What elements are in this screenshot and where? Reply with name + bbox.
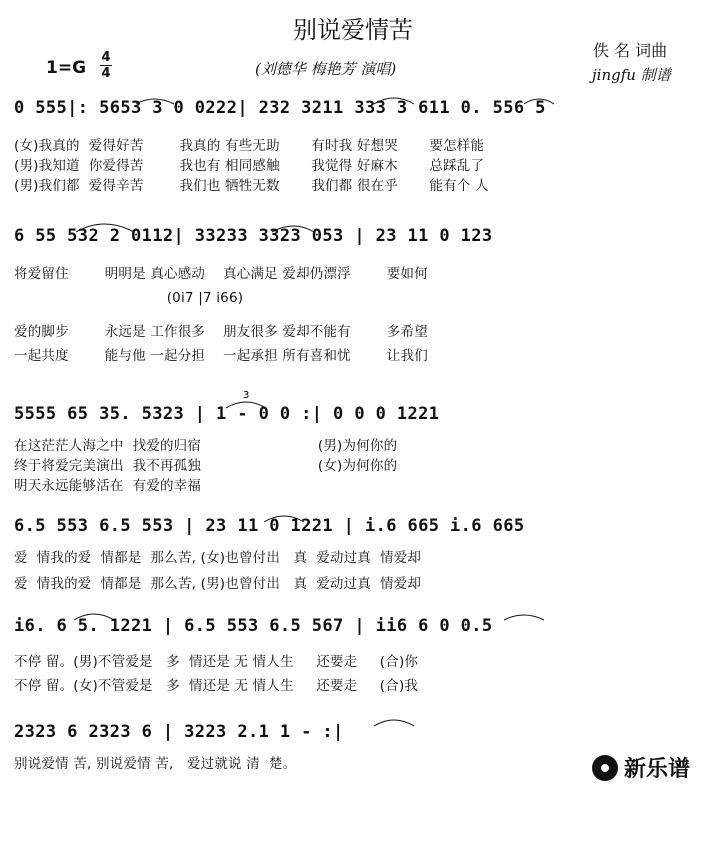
lyric-line: 不停 留。(女)不管爱是 多 情还是 无 情人生 还要走 (合)我 <box>14 678 419 694</box>
notation-line: 2323 6 2323 6 | 3223 2.1 1 - :| <box>14 722 344 742</box>
lyric-line: 将爱留住 明明是 真心感动 真心满足 爱却仍漂浮 要如何 <box>14 266 428 282</box>
lyric-line: (男)我们都 爱得辛苦 我们也 牺牲无数 我们都 很在乎 能有个 人 <box>14 178 489 194</box>
credit-arranger: jingfu 制谱 <box>592 66 671 84</box>
score-system-3 <box>14 390 694 534</box>
meter-top: 4 <box>101 50 111 65</box>
performers: (刘德华 梅艳芳 演唱) <box>255 60 397 78</box>
lyric-line: 爱 情我的爱 情都是 那么苦, (男)也曾付出 真 爱动过真 情爱却 <box>14 576 422 592</box>
key-signature: 1=G <box>46 58 87 78</box>
meter-bottom: 4 <box>101 66 111 81</box>
score-system-2 <box>14 226 694 364</box>
score-system-1 <box>14 98 694 228</box>
site-logo <box>592 752 690 783</box>
notation-line: 0 555|: 5653 3 0 0222| 232 3211 333 3 611 0. 556 5 <box>14 98 546 118</box>
lyric-line: 一起共度 能与他 一起分担 一起承担 所有喜和忧 让我们 <box>14 348 428 364</box>
logo-text: 新乐谱 <box>623 757 690 782</box>
lyric-line: (0i7 |7 i66) <box>14 290 244 306</box>
lyric-line: 不停 留。(男)不管爱是 多 情还是 无 情人生 还要走 (合)你 <box>14 654 419 670</box>
lyric-line: (女)我真的 爱得好苦 我真的 有些无助 有时我 好想哭 要怎样能 <box>14 138 485 154</box>
lyric-line: 明天永远能够活在 有爱的幸福 <box>14 478 202 494</box>
lyric-line: 爱的脚步 永远是 工作很多 朋友很多 爱却不能有 多希望 <box>14 324 428 340</box>
notation-line: 5555 65 35. 5323 | 1 - 0 0 :| 0 0 0 1221 <box>14 404 440 424</box>
score-system-6 <box>14 722 694 852</box>
record-disc-icon <box>592 755 618 781</box>
lyric-line: 爱 情我的爱 情都是 那么苦, (女)也曾付出 真 爱动过真 情爱却 <box>14 550 422 566</box>
lyric-line: 别说爱情 苦, 别说爱情 苦, 爱过就说 清 楚。 <box>14 756 297 772</box>
song-title: 别说爱情苦 <box>293 16 413 44</box>
notation-line: 6 55 532 2 0112| 33233 3323 053 | 23 11 0 123 <box>14 226 493 246</box>
lyric-line: 在这茫茫人海之中 找爱的归宿 (男)为何你的 <box>14 438 398 454</box>
time-signature <box>100 50 112 81</box>
lyric-line: 终于将爱完美演出 我不再孤独 (女)为何你的 <box>14 458 398 474</box>
lyric-line: (男)我知道 你爱得苦 我也有 相同感触 我觉得 好麻木 总踩乱了 <box>14 158 485 174</box>
credit-lyrics-music: 佚 名 词曲 <box>593 41 668 60</box>
notation-line: i6. 6 5. 1221 | 6.5 553 6.5 567 | ii6 6 0 0.5 <box>14 616 493 636</box>
svg-text:3: 3 <box>243 390 250 401</box>
notation-line: 6.5 553 6.5 553 | 23 11 0 1221 | i.6 665 i.6 665 <box>14 516 525 536</box>
